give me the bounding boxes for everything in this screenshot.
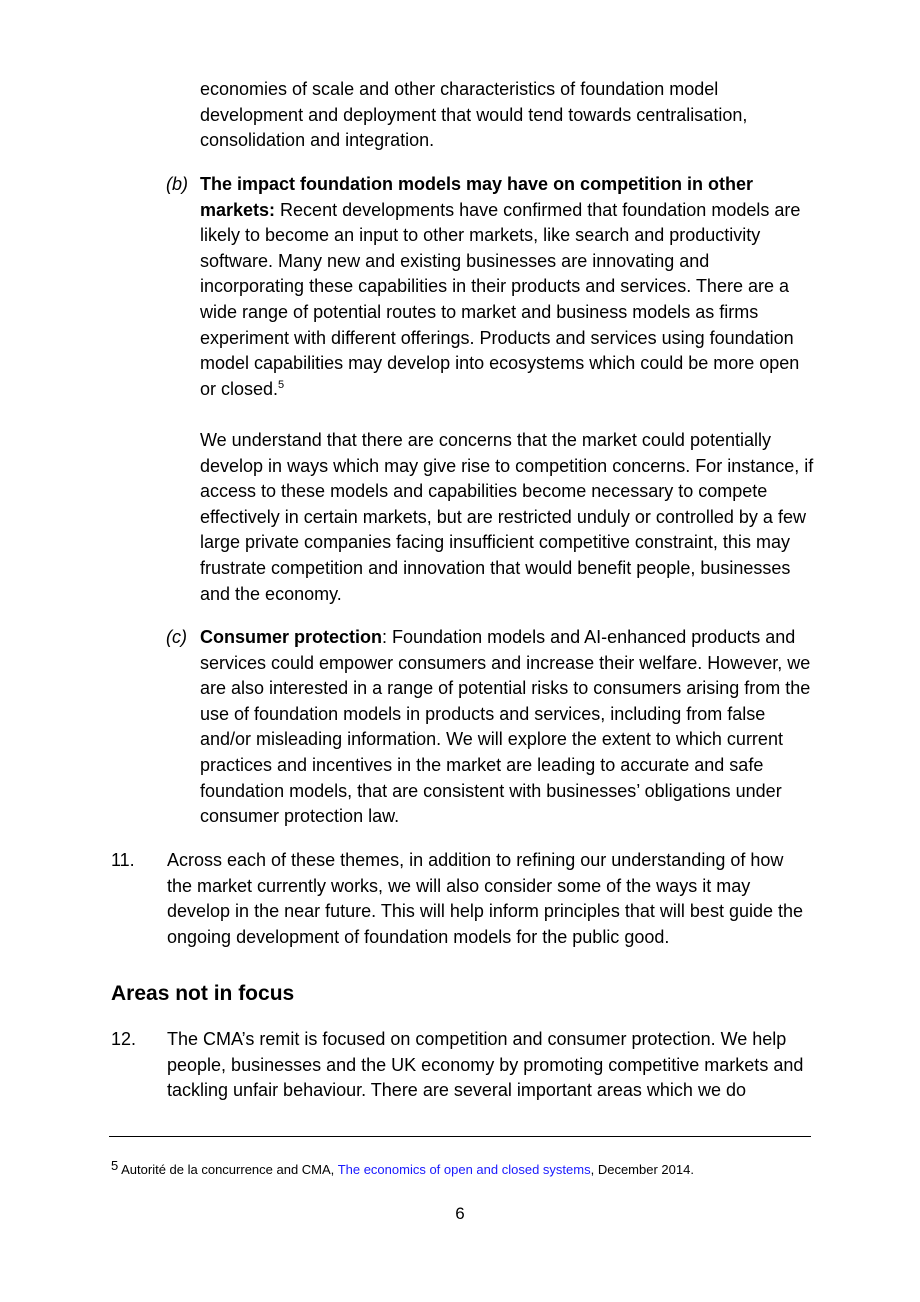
item-c-text: : Foundation models and AI-enhanced products and services could empower consumers and increase their welfare. However, we are also interested in a range of potential risks to consumers arising from the use of foundation models in products and services, including from false and/or misleading information. We will explore the extent to which current practices and incentives in the market are leading to accurate and safe foundation models, that are consistent with businesses’ obligations under consumer protection law. [200, 627, 811, 827]
item-b-text: Recent developments have confirmed that foundation models are likely to become an input to other markets, like search and productivity software. Many new and existing businesses are innovating and incorporating these capabilities in their products and services. There are a wide range of potential routes to market and business models as firms experiment with different offerings. Products and services using foundation model capabilities may develop into ecosystems which could be more open or closed. [200, 199, 801, 399]
footnote-text-after: , December 2014. [590, 1162, 694, 1177]
section-heading: Areas not in focus [111, 982, 295, 1005]
para-11-number: 11. [111, 850, 135, 870]
footnote [111, 1157, 694, 1179]
continuation-paragraph: economies of scale and other characteristics of foundation model development and deployment that would tend towards centralisation, consolidation and integration. [200, 79, 748, 151]
item-c-marker: (c) [166, 627, 187, 647]
item-b-heading: The impact foundation models may have on competition in other markets: [200, 174, 754, 220]
footnote-reference[interactable]: 5 [278, 378, 285, 391]
footnote-divider [109, 1136, 811, 1137]
item-b-paragraph [200, 172, 815, 402]
footnote-number: 5 [111, 1158, 119, 1173]
footnote-text-before: Autorité de la concurrence and CMA, [118, 1162, 338, 1177]
footnote-link[interactable]: The economics of open and closed systems [337, 1162, 591, 1177]
item-b-marker: (b) [166, 174, 188, 194]
para-11-text: Across each of these themes, in addition to refining our understanding of how the market currently works, we will also consider some of the ways it may develop in the near future. This will help inform principles that will best guide the ongoing development of foundation models for the public good. [167, 850, 804, 947]
page-number: 6 [455, 1204, 465, 1223]
item-c-heading: Consumer protection [200, 627, 383, 647]
para-12-text: The CMA’s remit is focused on competition and consumer protection. We help people, businesses and the UK economy by promoting competitive markets and tackling unfair behaviour. There are several important areas which we do [167, 1029, 804, 1101]
item-b-paragraph-2: We understand that there are concerns that the market could potentially develop in ways which may give rise to competition concerns. For instance, if access to these models and capabilities become necessary to compete effectively in certain markets, but are restricted unduly or controlled by a few large private companies facing insufficient competitive constraint, this may frustrate competition and innovation that would benefit people, businesses and the economy. [200, 430, 814, 604]
para-12-number: 12. [111, 1029, 137, 1049]
item-c-paragraph [200, 625, 815, 830]
